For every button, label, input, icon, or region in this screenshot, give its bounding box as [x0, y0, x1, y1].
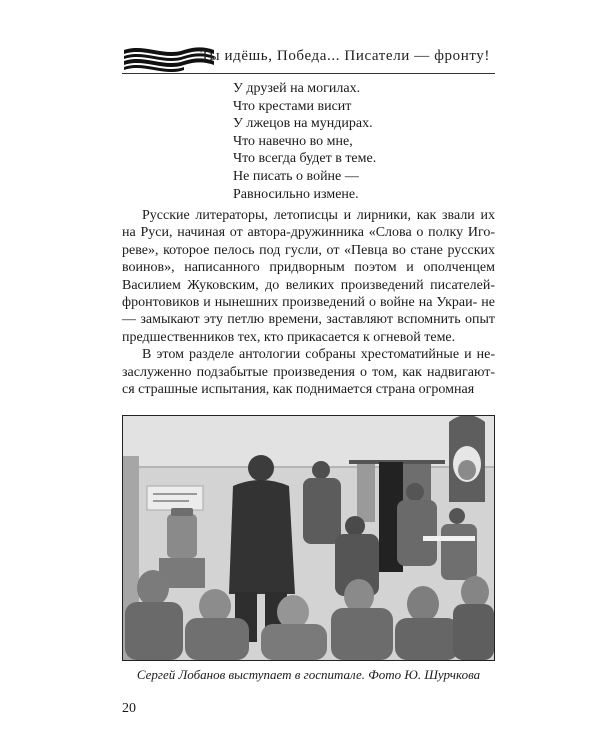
prose-line: фронтовиков и нынешних произведений о войне на Украи- — [122, 295, 478, 311]
prose-line: реве», которое пелось под гусли, от «Певца во стане русских — [122, 242, 495, 258]
hospital-photo-scene — [123, 416, 494, 660]
paragraph — [122, 207, 495, 346]
body-text — [122, 207, 495, 398]
prose-line: Русские литераторы, летописцы и лирники, как звали их — [142, 208, 495, 223]
prose-line: опыт предшественников тех, кто прикасается к огневой теме. — [122, 312, 495, 345]
prose-line: воинов», написанного придворным поэтом и ополченцем — [122, 260, 495, 276]
paragraph — [122, 346, 495, 398]
header-rule — [122, 73, 495, 74]
prose-line: заслуженно подзабытые произведения о том, как надвигают- — [122, 364, 495, 380]
verse-line: Не писать о войне — — [233, 168, 359, 184]
poem-excerpt — [233, 80, 463, 203]
page-number: 20 — [122, 701, 136, 716]
prose-line: на Руси, начиная от автора-дружинника «Слова о полку Иго- — [122, 225, 495, 241]
running-head-title: Ты идёшь, Победа... Писатели — фронту! — [200, 48, 490, 64]
verse-line: Равносильно измене. — [233, 186, 359, 202]
verse-line: У друзей на могилах. — [233, 81, 361, 96]
prose-line: не — замыкают эту петлю времени, заставляют вспомнить — [122, 295, 495, 328]
verse-line: У лжецов на мундирах. — [233, 116, 373, 132]
verse-line: Что всегда будет в теме. — [233, 151, 377, 167]
photo-caption: Сергей Лобанов выступает в госпитале. Фото Ю. Шурчкова — [136, 667, 481, 682]
prose-line: В этом разделе антологии собраны хрестоматийные и не- — [142, 347, 495, 363]
verse-line: Что крестами висит — [233, 98, 352, 114]
prose-line: ся страшные испытания, как поднимается страна огромная — [122, 382, 475, 398]
prose-line: Василием Жуковским, до великих произведений писателей- — [122, 277, 495, 293]
verse-line: Что навечно во мне, — [233, 133, 353, 149]
hospital-photo — [122, 415, 495, 661]
